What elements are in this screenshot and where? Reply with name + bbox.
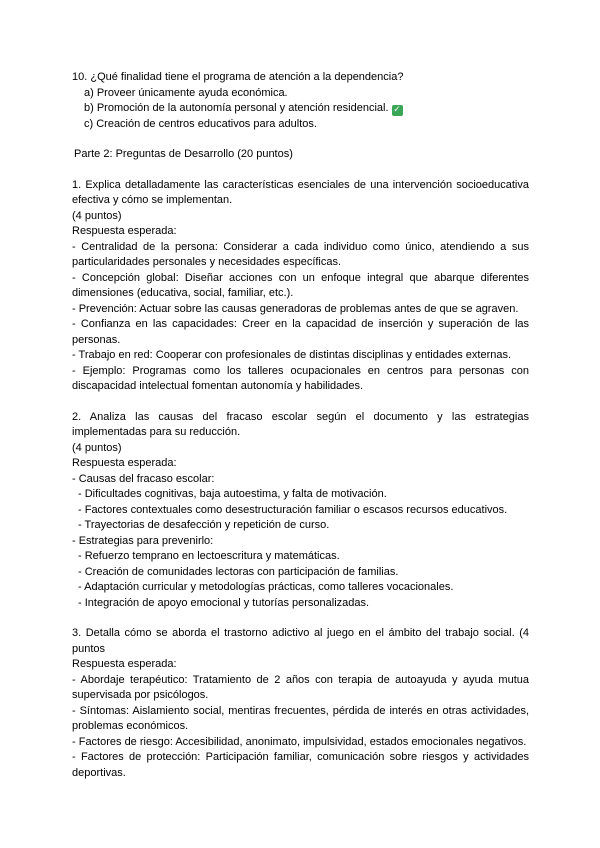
q1-item: - Confianza en las capacidades: Creer en la capacidad de inserción y superación de las personas. — [72, 318, 529, 346]
q1-item: - Prevención: Actuar sobre las causas generadoras de problemas antes de que se agraven. — [72, 302, 519, 315]
q1-answer-label: Respuesta esperada: — [72, 225, 177, 237]
q2-strategy-item: - Adaptación curricular y metodologías prácticas, como talleres vocacionales. — [78, 581, 454, 593]
document-page — [72, 70, 529, 781]
q1-item: - Centralidad de la persona: Considerar a cada individuo como único, atendiendo a sus particularidades personales y necesidades específicas. — [72, 240, 529, 268]
q3-item: - Abordaje terapéutico: Tratamiento de 2 años con terapia de autoayuda y ayuda mutua supervisada por psicólogos. — [72, 673, 529, 701]
q2-answer-label: Respuesta esperada: — [72, 457, 177, 469]
q2-cause-item: - Dificultades cognitivas, baja autoestima, y falta de motivación. — [78, 488, 387, 500]
q2-strategy-item: - Refuerzo temprano en lectoescritura y matemáticas. — [78, 550, 340, 562]
q2-strategy-item: - Creación de comunidades lectoras con participación de familias. — [78, 565, 399, 578]
q3-item: - Síntomas: Aislamiento social, mentiras frecuentes, pérdida de interés en otras actividades, problemas económicos. — [72, 704, 529, 732]
q2-causes-label: - Causas del fracaso escolar: — [72, 472, 215, 485]
q2-cause-item: - Trayectorias de desafección y repetición de curso. — [78, 519, 330, 531]
q1-item: - Trabajo en red: Cooperar con profesionales de distintas disciplinas y entidades externas. — [72, 349, 512, 361]
q3-item: - Factores de protección: Participación familiar, comunicación sobre riesgos y actividades deportivas. — [72, 751, 529, 779]
q10-option-c: c) Creación de centros educativos para adultos. — [84, 117, 317, 130]
part2-title: Parte 2: Preguntas de Desarrollo (20 puntos) — [74, 148, 293, 160]
q2-strategy-item: - Integración de apoyo emocional y tutorías personalizadas. — [78, 596, 370, 609]
q2-strategies-label: - Estrategias para prevenirlo: — [72, 534, 214, 547]
q1-points: (4 puntos) — [72, 209, 122, 222]
q2-question: 2. Analiza las causas del fracaso escolar según el documento y las estrategias implementadas para su reducción. — [72, 410, 529, 438]
q10-option-a: a) Proveer únicamente ayuda económica. — [84, 86, 288, 99]
q3-item: - Factores de riesgo: Accesibilidad, anonimato, impulsividad, estados emocionales negativos. — [72, 735, 527, 748]
q3-question: 3. Detalla cómo se aborda el trastorno adictivo al juego en el ámbito del trabajo social. (4 puntos — [72, 627, 529, 655]
q1-question: 1. Explica detalladamente las características esenciales de una intervención socioeducativa efectiva y cómo se implementan. — [72, 178, 529, 206]
check-mark-icon: ✓ — [393, 105, 401, 115]
q10-option-b-text: b) Promoción de la autonomía personal y atención residencial. — [84, 102, 389, 114]
q10-question: 10. ¿Qué finalidad tiene el programa de atención a la dependencia? — [72, 71, 404, 83]
q3-answer-label: Respuesta esperada: — [72, 658, 177, 670]
q10-option-b — [72, 101, 529, 117]
q1-item: - Ejemplo: Programas como los talleres ocupacionales en centros para personas con discapacidad intelectual fomentan autonomía y habilidades. — [72, 364, 529, 392]
q1-item: - Concepción global: Diseñar acciones con un enfoque integral que abarque diferentes dimensiones (educativa, social, familiar, etc.). — [72, 271, 529, 299]
q2-cause-item: - Factores contextuales como desestructuración familiar o escasos recursos educativos. — [78, 503, 508, 516]
q2-points: (4 puntos) — [72, 441, 122, 454]
